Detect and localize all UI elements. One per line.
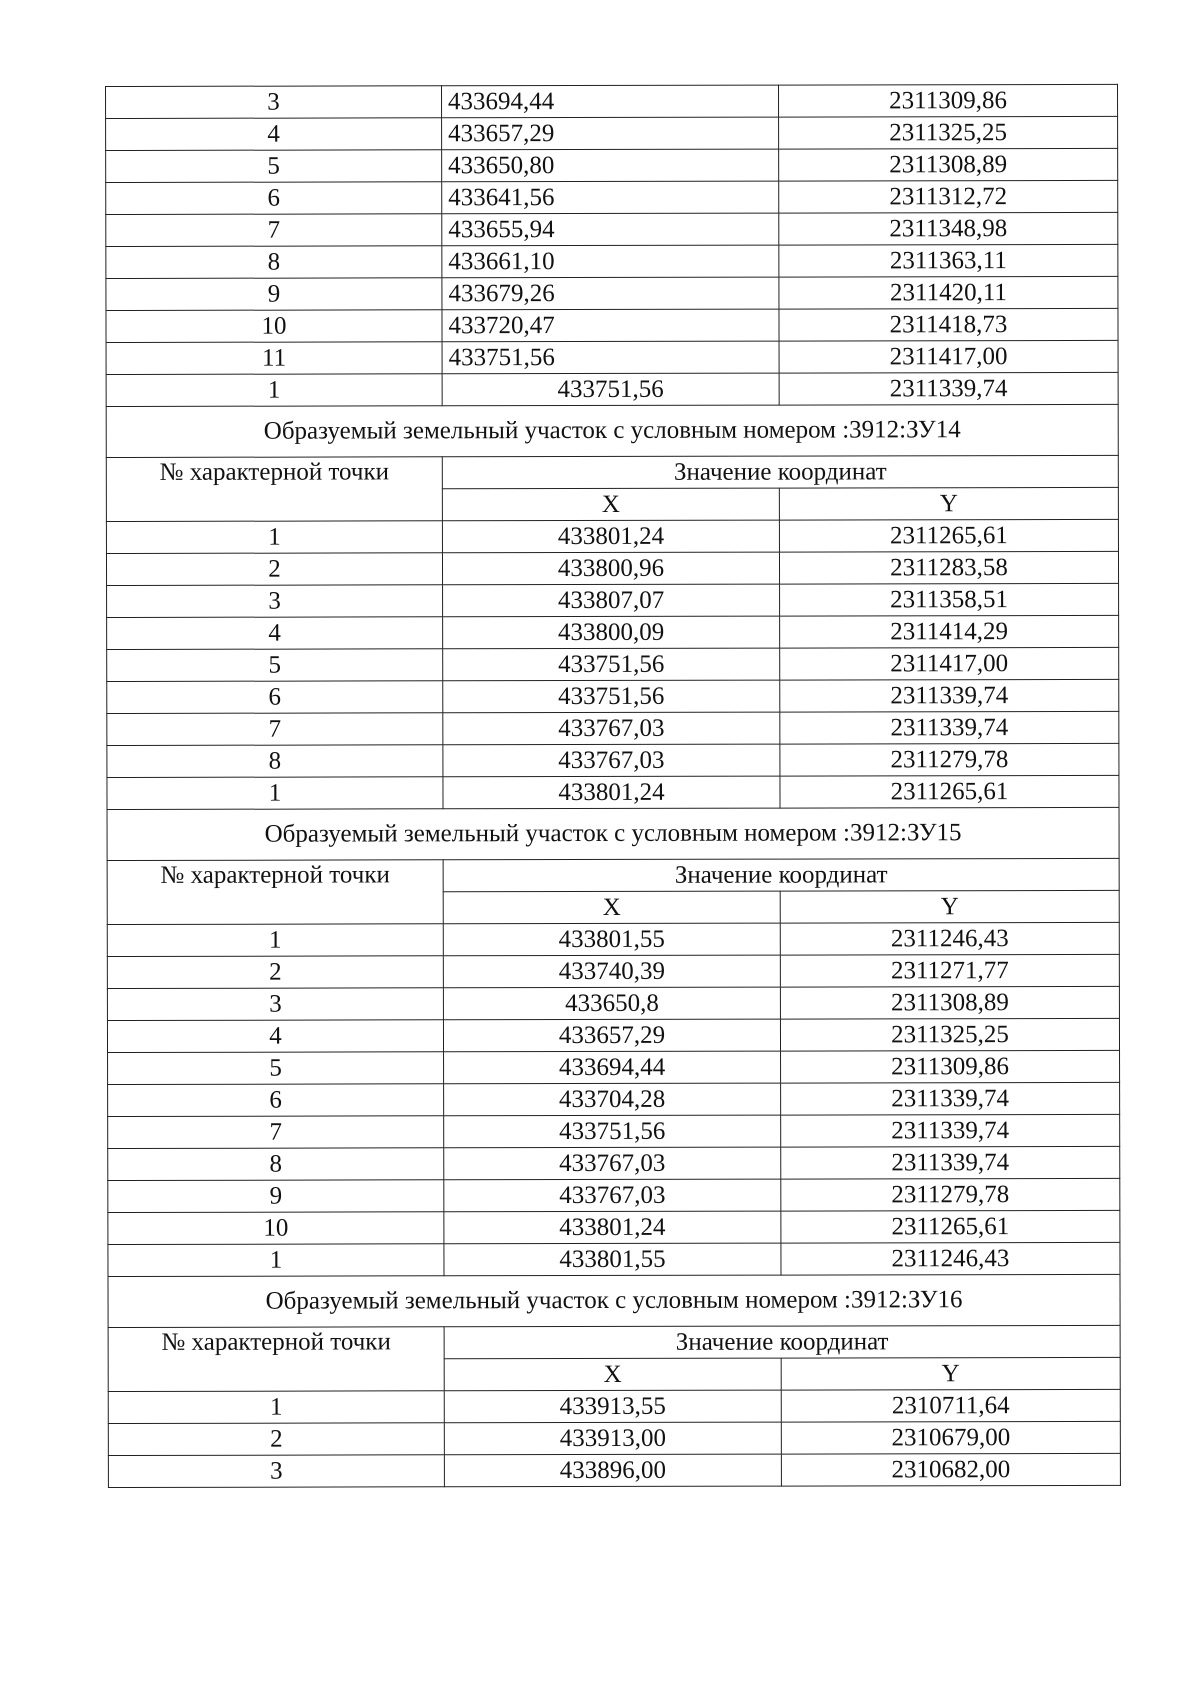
x-coordinate-cell: 433767,03 [443,712,780,745]
point-number-cell: 4 [107,617,443,650]
coordinates-header: Значение координат [444,1325,1120,1358]
x-coordinate-cell: 433807,07 [443,584,780,617]
x-coordinate-cell: 433650,80 [442,149,779,182]
y-coordinate-cell: 2310711,64 [781,1389,1120,1422]
x-coordinate-cell: 433694,44 [442,85,779,118]
x-coordinate-cell: 433913,55 [444,1390,781,1423]
point-number-cell: 1 [107,924,443,957]
coordinates-table [105,84,1121,1488]
table-row [107,954,1119,988]
table-row [108,1178,1120,1212]
x-coordinate-cell: 433657,29 [442,117,779,150]
y-coordinate-cell: 2311325,25 [780,1018,1119,1051]
point-number-cell: 2 [106,553,442,586]
point-number-cell: 8 [106,246,442,279]
x-coordinate-cell: 433767,03 [443,744,780,777]
table-row [108,1389,1120,1423]
y-coordinate-cell: 2311339,74 [780,679,1119,712]
x-coordinate-cell: 433751,56 [442,373,779,406]
point-number-cell: 7 [108,1116,444,1149]
x-coordinate-cell: 433751,56 [443,648,780,681]
y-coordinate-cell: 2311339,74 [780,711,1119,744]
section-title-row [108,1274,1120,1327]
point-number-cell: 3 [106,86,442,119]
point-number-cell: 6 [107,681,443,714]
section-title-row [107,807,1119,860]
y-coordinate-cell: 2311312,72 [779,180,1118,213]
point-number-cell: 7 [107,713,443,746]
table-row [108,1421,1120,1455]
y-coordinate-cell: 2311417,00 [779,340,1118,373]
y-coordinate-cell: 2310679,00 [781,1421,1120,1454]
table-row [106,244,1118,278]
table-row [107,583,1119,617]
point-number-cell: 3 [107,585,443,618]
table-row [108,1050,1120,1084]
y-coordinate-cell: 2311339,74 [781,1146,1120,1179]
coordinates-header: Значение координат [443,858,1119,891]
table-row [107,711,1119,745]
y-coordinate-cell: 2311417,00 [780,647,1119,680]
point-number-cell: 5 [108,1052,444,1085]
point-number-cell: 8 [107,745,443,778]
point-number-cell: 8 [108,1148,444,1181]
x-coordinate-cell: 433694,44 [444,1051,781,1084]
x-coordinate-cell: 433800,09 [443,616,780,649]
table-row [107,615,1119,649]
point-number-cell: 1 [107,777,443,810]
section-title-row [106,404,1118,457]
y-coordinate-cell: 2311309,86 [778,84,1117,117]
point-number-cell: 5 [106,150,442,183]
x-coordinate-cell: 433650,8 [443,987,780,1020]
section-title: Образуемый земельный участок с условным номером :3912:ЗУ16 [108,1274,1120,1327]
point-number-cell: 5 [107,649,443,682]
y-coordinate-cell: 2311420,11 [779,276,1118,309]
x-header: X [444,1358,781,1391]
table-row [108,1114,1120,1148]
x-coordinate-cell: 433751,56 [442,341,779,374]
table-row [106,212,1118,246]
x-coordinate-cell: 433801,24 [444,1211,781,1244]
point-number-cell: 4 [107,1020,443,1053]
table-row [108,1210,1120,1244]
x-coordinate-cell: 433661,10 [442,245,779,278]
point-number-cell: 10 [106,310,442,343]
point-number-cell: 6 [106,182,442,215]
x-coordinate-cell: 433767,03 [444,1179,781,1212]
x-coordinate-cell: 433767,03 [444,1147,781,1180]
y-coordinate-cell: 2311358,51 [780,583,1119,616]
y-coordinate-cell: 2311309,86 [781,1050,1120,1083]
table-row [106,308,1118,342]
x-coordinate-cell: 433655,94 [442,213,779,246]
y-coordinate-cell: 2311265,61 [779,519,1118,552]
table-row [108,1082,1120,1116]
y-coordinate-cell: 2311325,25 [779,116,1118,149]
x-coordinate-cell: 433801,24 [443,776,780,809]
table-row [106,340,1118,374]
table-row [107,743,1119,777]
point-number-cell: 7 [106,214,442,247]
x-coordinate-cell: 433751,56 [444,1115,781,1148]
x-coordinate-cell: 433896,00 [444,1454,781,1487]
header-row [106,455,1118,489]
point-number-cell: 3 [108,1455,444,1488]
point-number-cell: 6 [108,1084,444,1117]
x-coordinate-cell: 433800,96 [442,552,779,585]
table-row [106,148,1118,182]
y-coordinate-cell: 2311265,61 [780,775,1119,808]
header-row [107,858,1119,892]
y-coordinate-cell: 2311271,77 [780,954,1119,987]
y-coordinate-cell: 2311339,74 [779,372,1118,405]
point-number-header: № характерной точки [106,457,442,522]
y-coordinate-cell: 2311339,74 [781,1114,1120,1147]
y-coordinate-cell: 2311265,61 [781,1210,1120,1243]
y-header: Y [780,890,1119,923]
y-coordinate-cell: 2311279,78 [780,743,1119,776]
table-row [106,372,1118,406]
x-coordinate-cell: 433801,55 [443,923,780,956]
point-number-cell: 2 [108,1423,444,1456]
table-row [107,986,1119,1020]
table-row [107,922,1119,956]
x-coordinate-cell: 433801,55 [444,1243,781,1276]
point-number-header: № характерной точки [108,1327,444,1392]
point-number-cell: 9 [106,278,442,311]
y-coordinate-cell: 2311279,78 [781,1178,1120,1211]
table-row [107,775,1119,809]
table-row [107,1018,1119,1052]
coordinates-header: Значение координат [442,455,1118,488]
table-row [106,180,1118,214]
y-coordinate-cell: 2311246,43 [781,1242,1120,1275]
point-number-cell: 1 [108,1244,444,1277]
table-row [106,551,1118,585]
table-row [108,1242,1120,1276]
table-row [106,116,1118,150]
point-number-cell: 1 [108,1391,444,1424]
y-coordinate-cell: 2311308,89 [779,148,1118,181]
point-number-cell: 11 [106,342,442,375]
table-row [106,519,1118,553]
y-coordinate-cell: 2311283,58 [779,551,1118,584]
coordinates-table-body [106,84,1121,1487]
table-row [108,1146,1120,1180]
header-row [108,1325,1120,1359]
y-coordinate-cell: 2311363,11 [779,244,1118,277]
x-header: X [442,488,779,521]
x-coordinate-cell: 433801,24 [442,520,779,553]
point-number-cell: 1 [106,521,442,554]
point-number-header: № характерной точки [107,860,443,925]
point-number-cell: 1 [106,374,442,407]
point-number-cell: 3 [107,988,443,1021]
y-header: Y [779,487,1118,520]
table-row [106,84,1118,118]
table-row [107,647,1119,681]
document-page [105,84,1120,1488]
x-coordinate-cell: 433720,47 [442,309,779,342]
x-coordinate-cell: 433913,00 [444,1422,781,1455]
table-row [108,1453,1120,1487]
x-coordinate-cell: 433657,29 [443,1019,780,1052]
x-coordinate-cell: 433641,56 [442,181,779,214]
point-number-cell: 4 [106,118,442,151]
y-coordinate-cell: 2311414,29 [780,615,1119,648]
section-title: Образуемый земельный участок с условным номером :3912:ЗУ14 [106,404,1118,457]
table-row [106,276,1118,310]
x-coordinate-cell: 433751,56 [443,680,780,713]
point-number-cell: 10 [108,1212,444,1245]
x-header: X [443,891,780,924]
y-coordinate-cell: 2311348,98 [779,212,1118,245]
x-coordinate-cell: 433704,28 [444,1083,781,1116]
y-coordinate-cell: 2311418,73 [779,308,1118,341]
point-number-cell: 2 [107,956,443,989]
y-coordinate-cell: 2311339,74 [781,1082,1120,1115]
y-coordinate-cell: 2310682,00 [781,1453,1120,1486]
x-coordinate-cell: 433679,26 [442,277,779,310]
y-coordinate-cell: 2311246,43 [780,922,1119,955]
point-number-cell: 9 [108,1180,444,1213]
x-coordinate-cell: 433740,39 [443,955,780,988]
table-row [107,679,1119,713]
y-header: Y [781,1357,1120,1390]
section-title: Образуемый земельный участок с условным номером :3912:ЗУ15 [107,807,1119,860]
y-coordinate-cell: 2311308,89 [780,986,1119,1019]
